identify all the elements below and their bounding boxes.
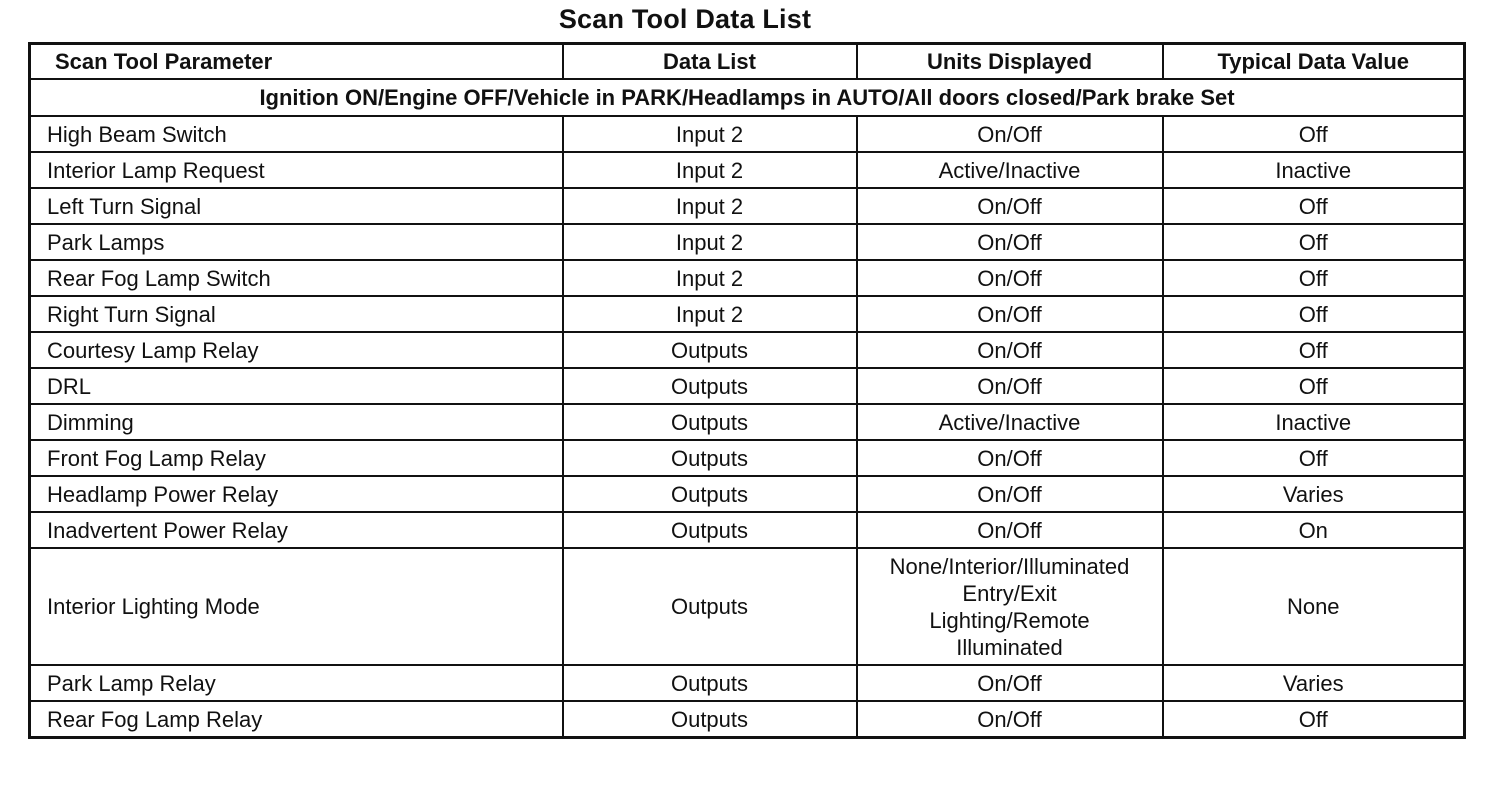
cell-data-list: Outputs — [563, 665, 857, 701]
cell-typical-value: Off — [1163, 116, 1465, 152]
table-header-row — [30, 44, 1465, 80]
cell-typical-value: Off — [1163, 701, 1465, 738]
column-header-units: Units Displayed — [857, 44, 1163, 80]
cell-typical-value: Varies — [1163, 665, 1465, 701]
cell-data-list: Input 2 — [563, 224, 857, 260]
table-row — [30, 260, 1465, 296]
cell-parameter: Park Lamp Relay — [30, 665, 563, 701]
cell-units: Active/Inactive — [857, 152, 1163, 188]
table-row — [30, 440, 1465, 476]
cell-typical-value: On — [1163, 512, 1465, 548]
table-row — [30, 512, 1465, 548]
scan-tool-data-table — [28, 42, 1466, 739]
cell-parameter: Interior Lamp Request — [30, 152, 563, 188]
cell-data-list: Outputs — [563, 368, 857, 404]
table-row — [30, 116, 1465, 152]
cell-units: On/Off — [857, 224, 1163, 260]
table-row — [30, 548, 1465, 665]
cell-units: On/Off — [857, 116, 1163, 152]
cell-parameter: DRL — [30, 368, 563, 404]
cell-units: On/Off — [857, 368, 1163, 404]
table-row — [30, 296, 1465, 332]
cell-typical-value: Off — [1163, 296, 1465, 332]
cell-data-list: Outputs — [563, 440, 857, 476]
cell-data-list: Outputs — [563, 701, 857, 738]
cell-parameter: Interior Lighting Mode — [30, 548, 563, 665]
cell-units-line: Entry/Exit — [962, 580, 1057, 606]
cell-data-list: Input 2 — [563, 116, 857, 152]
table-row — [30, 368, 1465, 404]
column-header-data-list: Data List — [563, 44, 857, 80]
cell-parameter: Left Turn Signal — [30, 188, 563, 224]
table-row — [30, 188, 1465, 224]
cell-units: On/Off — [857, 260, 1163, 296]
cell-typical-value: Off — [1163, 368, 1465, 404]
table-row — [30, 665, 1465, 701]
table-row — [30, 701, 1465, 738]
cell-parameter: Park Lamps — [30, 224, 563, 260]
cell-units-line: None/Interior/Illuminated — [889, 553, 1130, 579]
cell-typical-value: Off — [1163, 332, 1465, 368]
cell-units: On/Off — [857, 665, 1163, 701]
condition-text: Ignition ON/Engine OFF/Vehicle in PARK/Headlamps in AUTO/All doors closed/Park brake Set — [30, 79, 1465, 116]
cell-parameter: Rear Fog Lamp Switch — [30, 260, 563, 296]
cell-typical-value: None — [1163, 548, 1465, 665]
cell-typical-value: Off — [1163, 260, 1465, 296]
page-title: Scan Tool Data List — [558, 4, 812, 34]
cell-units: On/Off — [857, 296, 1163, 332]
column-header-parameter: Scan Tool Parameter — [30, 44, 563, 80]
cell-parameter: Headlamp Power Relay — [30, 476, 563, 512]
table-body — [30, 79, 1465, 738]
cell-units: On/Off — [857, 188, 1163, 224]
cell-parameter: Front Fog Lamp Relay — [30, 440, 563, 476]
cell-data-list: Input 2 — [563, 152, 857, 188]
cell-units: On/Off — [857, 440, 1163, 476]
cell-data-list: Input 2 — [563, 296, 857, 332]
table-row — [30, 404, 1465, 440]
cell-units: On/Off — [857, 701, 1163, 738]
cell-typical-value: Off — [1163, 224, 1465, 260]
cell-typical-value: Inactive — [1163, 404, 1465, 440]
cell-parameter: Rear Fog Lamp Relay — [30, 701, 563, 738]
cell-parameter: Right Turn Signal — [30, 296, 563, 332]
cell-data-list: Outputs — [563, 548, 857, 665]
cell-typical-value: Off — [1163, 188, 1465, 224]
cell-typical-value: Varies — [1163, 476, 1465, 512]
cell-data-list: Outputs — [563, 512, 857, 548]
cell-parameter: Inadvertent Power Relay — [30, 512, 563, 548]
table-row — [30, 224, 1465, 260]
cell-data-list: Outputs — [563, 332, 857, 368]
cell-data-list: Outputs — [563, 404, 857, 440]
table-row — [30, 152, 1465, 188]
cell-units-line: Illuminated — [956, 634, 1063, 660]
cell-data-list: Input 2 — [563, 260, 857, 296]
cell-units: On/Off — [857, 332, 1163, 368]
cell-typical-value: Off — [1163, 440, 1465, 476]
cell-units: On/Off — [857, 476, 1163, 512]
column-header-typical-value: Typical Data Value — [1163, 44, 1465, 80]
cell-typical-value: Inactive — [1163, 152, 1465, 188]
cell-parameter: Dimming — [30, 404, 563, 440]
cell-units: Active/Inactive — [857, 404, 1163, 440]
condition-row — [30, 79, 1465, 116]
cell-units — [857, 548, 1163, 665]
cell-parameter: High Beam Switch — [30, 116, 563, 152]
table-row — [30, 332, 1465, 368]
cell-data-list: Input 2 — [563, 188, 857, 224]
table-row — [30, 476, 1465, 512]
cell-units: On/Off — [857, 512, 1163, 548]
cell-units-line: Lighting/Remote — [929, 607, 1090, 633]
cell-data-list: Outputs — [563, 476, 857, 512]
cell-parameter: Courtesy Lamp Relay — [30, 332, 563, 368]
